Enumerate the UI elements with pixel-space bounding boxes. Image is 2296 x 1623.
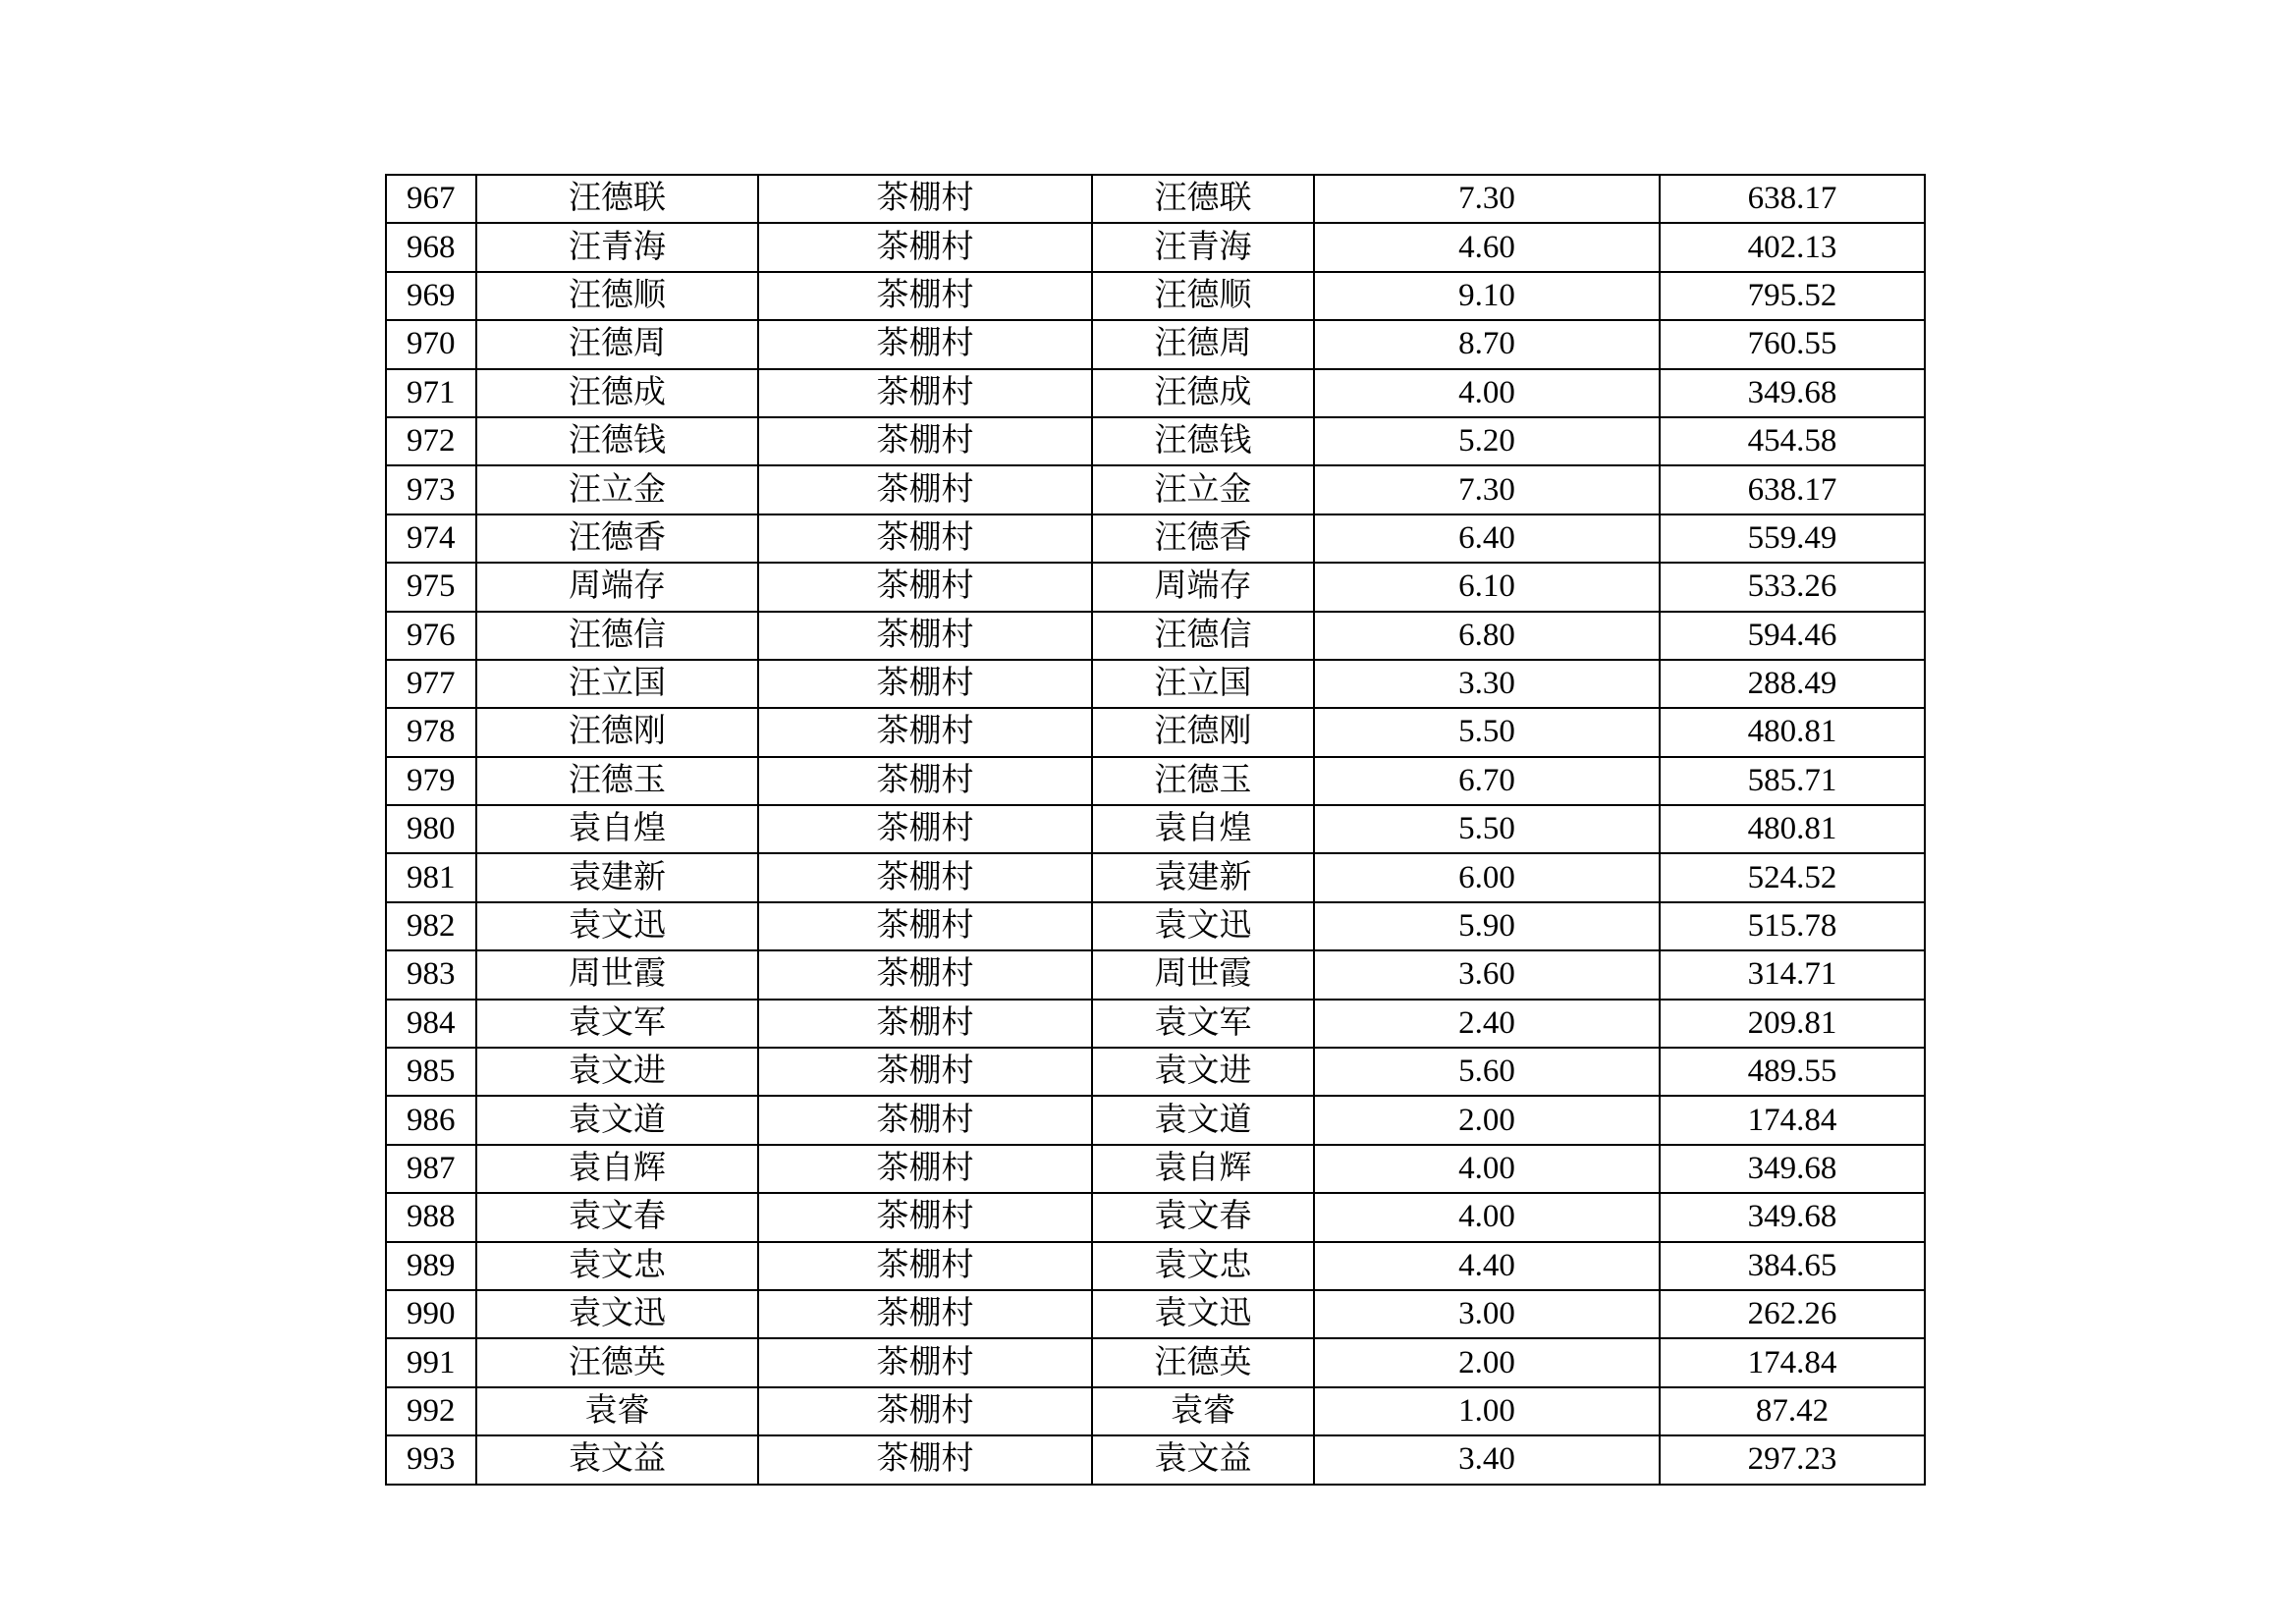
holder-name-cell: 袁文忠 [1092,1242,1314,1290]
village-cell: 茶棚村 [758,950,1092,999]
holder-name-cell: 汪德香 [1092,514,1314,563]
row-number-cell: 983 [386,950,476,999]
table-row [386,950,1925,999]
village-cell: 茶棚村 [758,417,1092,465]
area-cell: 2.00 [1314,1096,1660,1144]
holder-name-cell: 汪德周 [1092,320,1314,368]
holder-name-cell: 袁文道 [1092,1096,1314,1144]
row-number-cell: 990 [386,1290,476,1338]
table-row [386,1338,1925,1386]
village-cell: 茶棚村 [758,660,1092,708]
amount-cell: 515.78 [1660,902,1925,950]
name-cell: 袁文春 [476,1193,758,1241]
village-cell: 茶棚村 [758,612,1092,660]
holder-name-cell: 袁文迅 [1092,1290,1314,1338]
village-cell: 茶棚村 [758,320,1092,368]
table-row [386,805,1925,853]
row-number-cell: 968 [386,223,476,271]
village-cell: 茶棚村 [758,1387,1092,1435]
amount-cell: 795.52 [1660,272,1925,320]
table-row [386,853,1925,901]
village-cell: 茶棚村 [758,1048,1092,1096]
area-cell: 3.40 [1314,1435,1660,1484]
table-body [386,175,1925,1485]
area-cell: 6.10 [1314,563,1660,611]
row-number-cell: 991 [386,1338,476,1386]
table-row [386,563,1925,611]
amount-cell: 349.68 [1660,369,1925,417]
holder-name-cell: 汪德钱 [1092,417,1314,465]
area-cell: 6.40 [1314,514,1660,563]
table-row [386,708,1925,756]
table-row [386,175,1925,223]
table-row [386,1242,1925,1290]
amount-cell: 638.17 [1660,175,1925,223]
area-cell: 5.20 [1314,417,1660,465]
table-row [386,223,1925,271]
name-cell: 汪德玉 [476,757,758,805]
amount-cell: 559.49 [1660,514,1925,563]
area-cell: 6.70 [1314,757,1660,805]
name-cell: 汪德顺 [476,272,758,320]
name-cell: 袁文益 [476,1435,758,1484]
table-row [386,272,1925,320]
row-number-cell: 989 [386,1242,476,1290]
area-cell: 1.00 [1314,1387,1660,1435]
area-cell: 3.00 [1314,1290,1660,1338]
amount-cell: 594.46 [1660,612,1925,660]
holder-name-cell: 汪德刚 [1092,708,1314,756]
amount-cell: 174.84 [1660,1338,1925,1386]
holder-name-cell: 汪德玉 [1092,757,1314,805]
area-cell: 4.00 [1314,1193,1660,1241]
name-cell: 袁文忠 [476,1242,758,1290]
area-cell: 2.00 [1314,1338,1660,1386]
name-cell: 汪青海 [476,223,758,271]
holder-name-cell: 袁自辉 [1092,1145,1314,1193]
table-row [386,369,1925,417]
row-number-cell: 967 [386,175,476,223]
village-cell: 茶棚村 [758,175,1092,223]
holder-name-cell: 汪立国 [1092,660,1314,708]
row-number-cell: 986 [386,1096,476,1144]
amount-cell: 349.68 [1660,1193,1925,1241]
name-cell: 袁文进 [476,1048,758,1096]
name-cell: 汪德英 [476,1338,758,1386]
area-cell: 4.40 [1314,1242,1660,1290]
table-row [386,902,1925,950]
amount-cell: 349.68 [1660,1145,1925,1193]
village-cell: 茶棚村 [758,369,1092,417]
name-cell: 汪德成 [476,369,758,417]
row-number-cell: 977 [386,660,476,708]
row-number-cell: 981 [386,853,476,901]
table-row [386,514,1925,563]
row-number-cell: 988 [386,1193,476,1241]
name-cell: 袁建新 [476,853,758,901]
name-cell: 周端存 [476,563,758,611]
table-row [386,320,1925,368]
name-cell: 袁文迅 [476,902,758,950]
name-cell: 袁文道 [476,1096,758,1144]
data-table [385,174,1926,1486]
row-number-cell: 979 [386,757,476,805]
village-cell: 茶棚村 [758,1145,1092,1193]
holder-name-cell: 周端存 [1092,563,1314,611]
table-row [386,1096,1925,1144]
name-cell: 汪立金 [476,465,758,514]
area-cell: 2.40 [1314,1000,1660,1048]
row-number-cell: 980 [386,805,476,853]
row-number-cell: 971 [386,369,476,417]
village-cell: 茶棚村 [758,1338,1092,1386]
village-cell: 茶棚村 [758,1000,1092,1048]
row-number-cell: 970 [386,320,476,368]
row-number-cell: 987 [386,1145,476,1193]
table-row [386,660,1925,708]
area-cell: 4.00 [1314,1145,1660,1193]
row-number-cell: 993 [386,1435,476,1484]
table-row [386,417,1925,465]
name-cell: 袁文军 [476,1000,758,1048]
area-cell: 6.00 [1314,853,1660,901]
table-row [386,612,1925,660]
area-cell: 9.10 [1314,272,1660,320]
amount-cell: 288.49 [1660,660,1925,708]
holder-name-cell: 袁文进 [1092,1048,1314,1096]
area-cell: 5.50 [1314,708,1660,756]
table-row [386,1290,1925,1338]
village-cell: 茶棚村 [758,853,1092,901]
row-number-cell: 982 [386,902,476,950]
amount-cell: 524.52 [1660,853,1925,901]
area-cell: 4.00 [1314,369,1660,417]
village-cell: 茶棚村 [758,1290,1092,1338]
holder-name-cell: 汪德顺 [1092,272,1314,320]
name-cell: 汪立国 [476,660,758,708]
village-cell: 茶棚村 [758,1096,1092,1144]
holder-name-cell: 袁文益 [1092,1435,1314,1484]
name-cell: 袁文迅 [476,1290,758,1338]
area-cell: 5.50 [1314,805,1660,853]
area-cell: 6.80 [1314,612,1660,660]
village-cell: 茶棚村 [758,465,1092,514]
holder-name-cell: 汪德信 [1092,612,1314,660]
village-cell: 茶棚村 [758,708,1092,756]
village-cell: 茶棚村 [758,1242,1092,1290]
holder-name-cell: 袁睿 [1092,1387,1314,1435]
table-row [386,1387,1925,1435]
holder-name-cell: 袁文军 [1092,1000,1314,1048]
village-cell: 茶棚村 [758,1193,1092,1241]
holder-name-cell: 袁自煌 [1092,805,1314,853]
table-row [386,465,1925,514]
row-number-cell: 975 [386,563,476,611]
row-number-cell: 976 [386,612,476,660]
name-cell: 汪德周 [476,320,758,368]
row-number-cell: 985 [386,1048,476,1096]
area-cell: 3.60 [1314,950,1660,999]
area-cell: 7.30 [1314,175,1660,223]
amount-cell: 489.55 [1660,1048,1925,1096]
holder-name-cell: 周世霞 [1092,950,1314,999]
amount-cell: 209.81 [1660,1000,1925,1048]
holder-name-cell: 汪德英 [1092,1338,1314,1386]
village-cell: 茶棚村 [758,563,1092,611]
area-cell: 5.60 [1314,1048,1660,1096]
amount-cell: 297.23 [1660,1435,1925,1484]
village-cell: 茶棚村 [758,902,1092,950]
table-row [386,1048,1925,1096]
row-number-cell: 974 [386,514,476,563]
row-number-cell: 992 [386,1387,476,1435]
name-cell: 袁自辉 [476,1145,758,1193]
table-row [386,1435,1925,1484]
area-cell: 7.30 [1314,465,1660,514]
row-number-cell: 984 [386,1000,476,1048]
row-number-cell: 969 [386,272,476,320]
name-cell: 汪德钱 [476,417,758,465]
name-cell: 汪德信 [476,612,758,660]
amount-cell: 454.58 [1660,417,1925,465]
holder-name-cell: 袁建新 [1092,853,1314,901]
amount-cell: 585.71 [1660,757,1925,805]
village-cell: 茶棚村 [758,272,1092,320]
table-row [386,757,1925,805]
village-cell: 茶棚村 [758,757,1092,805]
name-cell: 汪德联 [476,175,758,223]
amount-cell: 533.26 [1660,563,1925,611]
amount-cell: 174.84 [1660,1096,1925,1144]
amount-cell: 402.13 [1660,223,1925,271]
amount-cell: 262.26 [1660,1290,1925,1338]
amount-cell: 87.42 [1660,1387,1925,1435]
village-cell: 茶棚村 [758,223,1092,271]
holder-name-cell: 袁文迅 [1092,902,1314,950]
name-cell: 袁睿 [476,1387,758,1435]
name-cell: 汪德刚 [476,708,758,756]
name-cell: 袁自煌 [476,805,758,853]
holder-name-cell: 袁文春 [1092,1193,1314,1241]
row-number-cell: 973 [386,465,476,514]
amount-cell: 638.17 [1660,465,1925,514]
table-row [386,1145,1925,1193]
village-cell: 茶棚村 [758,1435,1092,1484]
holder-name-cell: 汪立金 [1092,465,1314,514]
row-number-cell: 972 [386,417,476,465]
row-number-cell: 978 [386,708,476,756]
amount-cell: 480.81 [1660,708,1925,756]
amount-cell: 314.71 [1660,950,1925,999]
table-row [386,1000,1925,1048]
village-cell: 茶棚村 [758,514,1092,563]
amount-cell: 384.65 [1660,1242,1925,1290]
name-cell: 汪德香 [476,514,758,563]
area-cell: 5.90 [1314,902,1660,950]
table-row [386,1193,1925,1241]
holder-name-cell: 汪德成 [1092,369,1314,417]
holder-name-cell: 汪青海 [1092,223,1314,271]
name-cell: 周世霞 [476,950,758,999]
village-cell: 茶棚村 [758,805,1092,853]
area-cell: 4.60 [1314,223,1660,271]
amount-cell: 480.81 [1660,805,1925,853]
amount-cell: 760.55 [1660,320,1925,368]
holder-name-cell: 汪德联 [1092,175,1314,223]
area-cell: 3.30 [1314,660,1660,708]
area-cell: 8.70 [1314,320,1660,368]
